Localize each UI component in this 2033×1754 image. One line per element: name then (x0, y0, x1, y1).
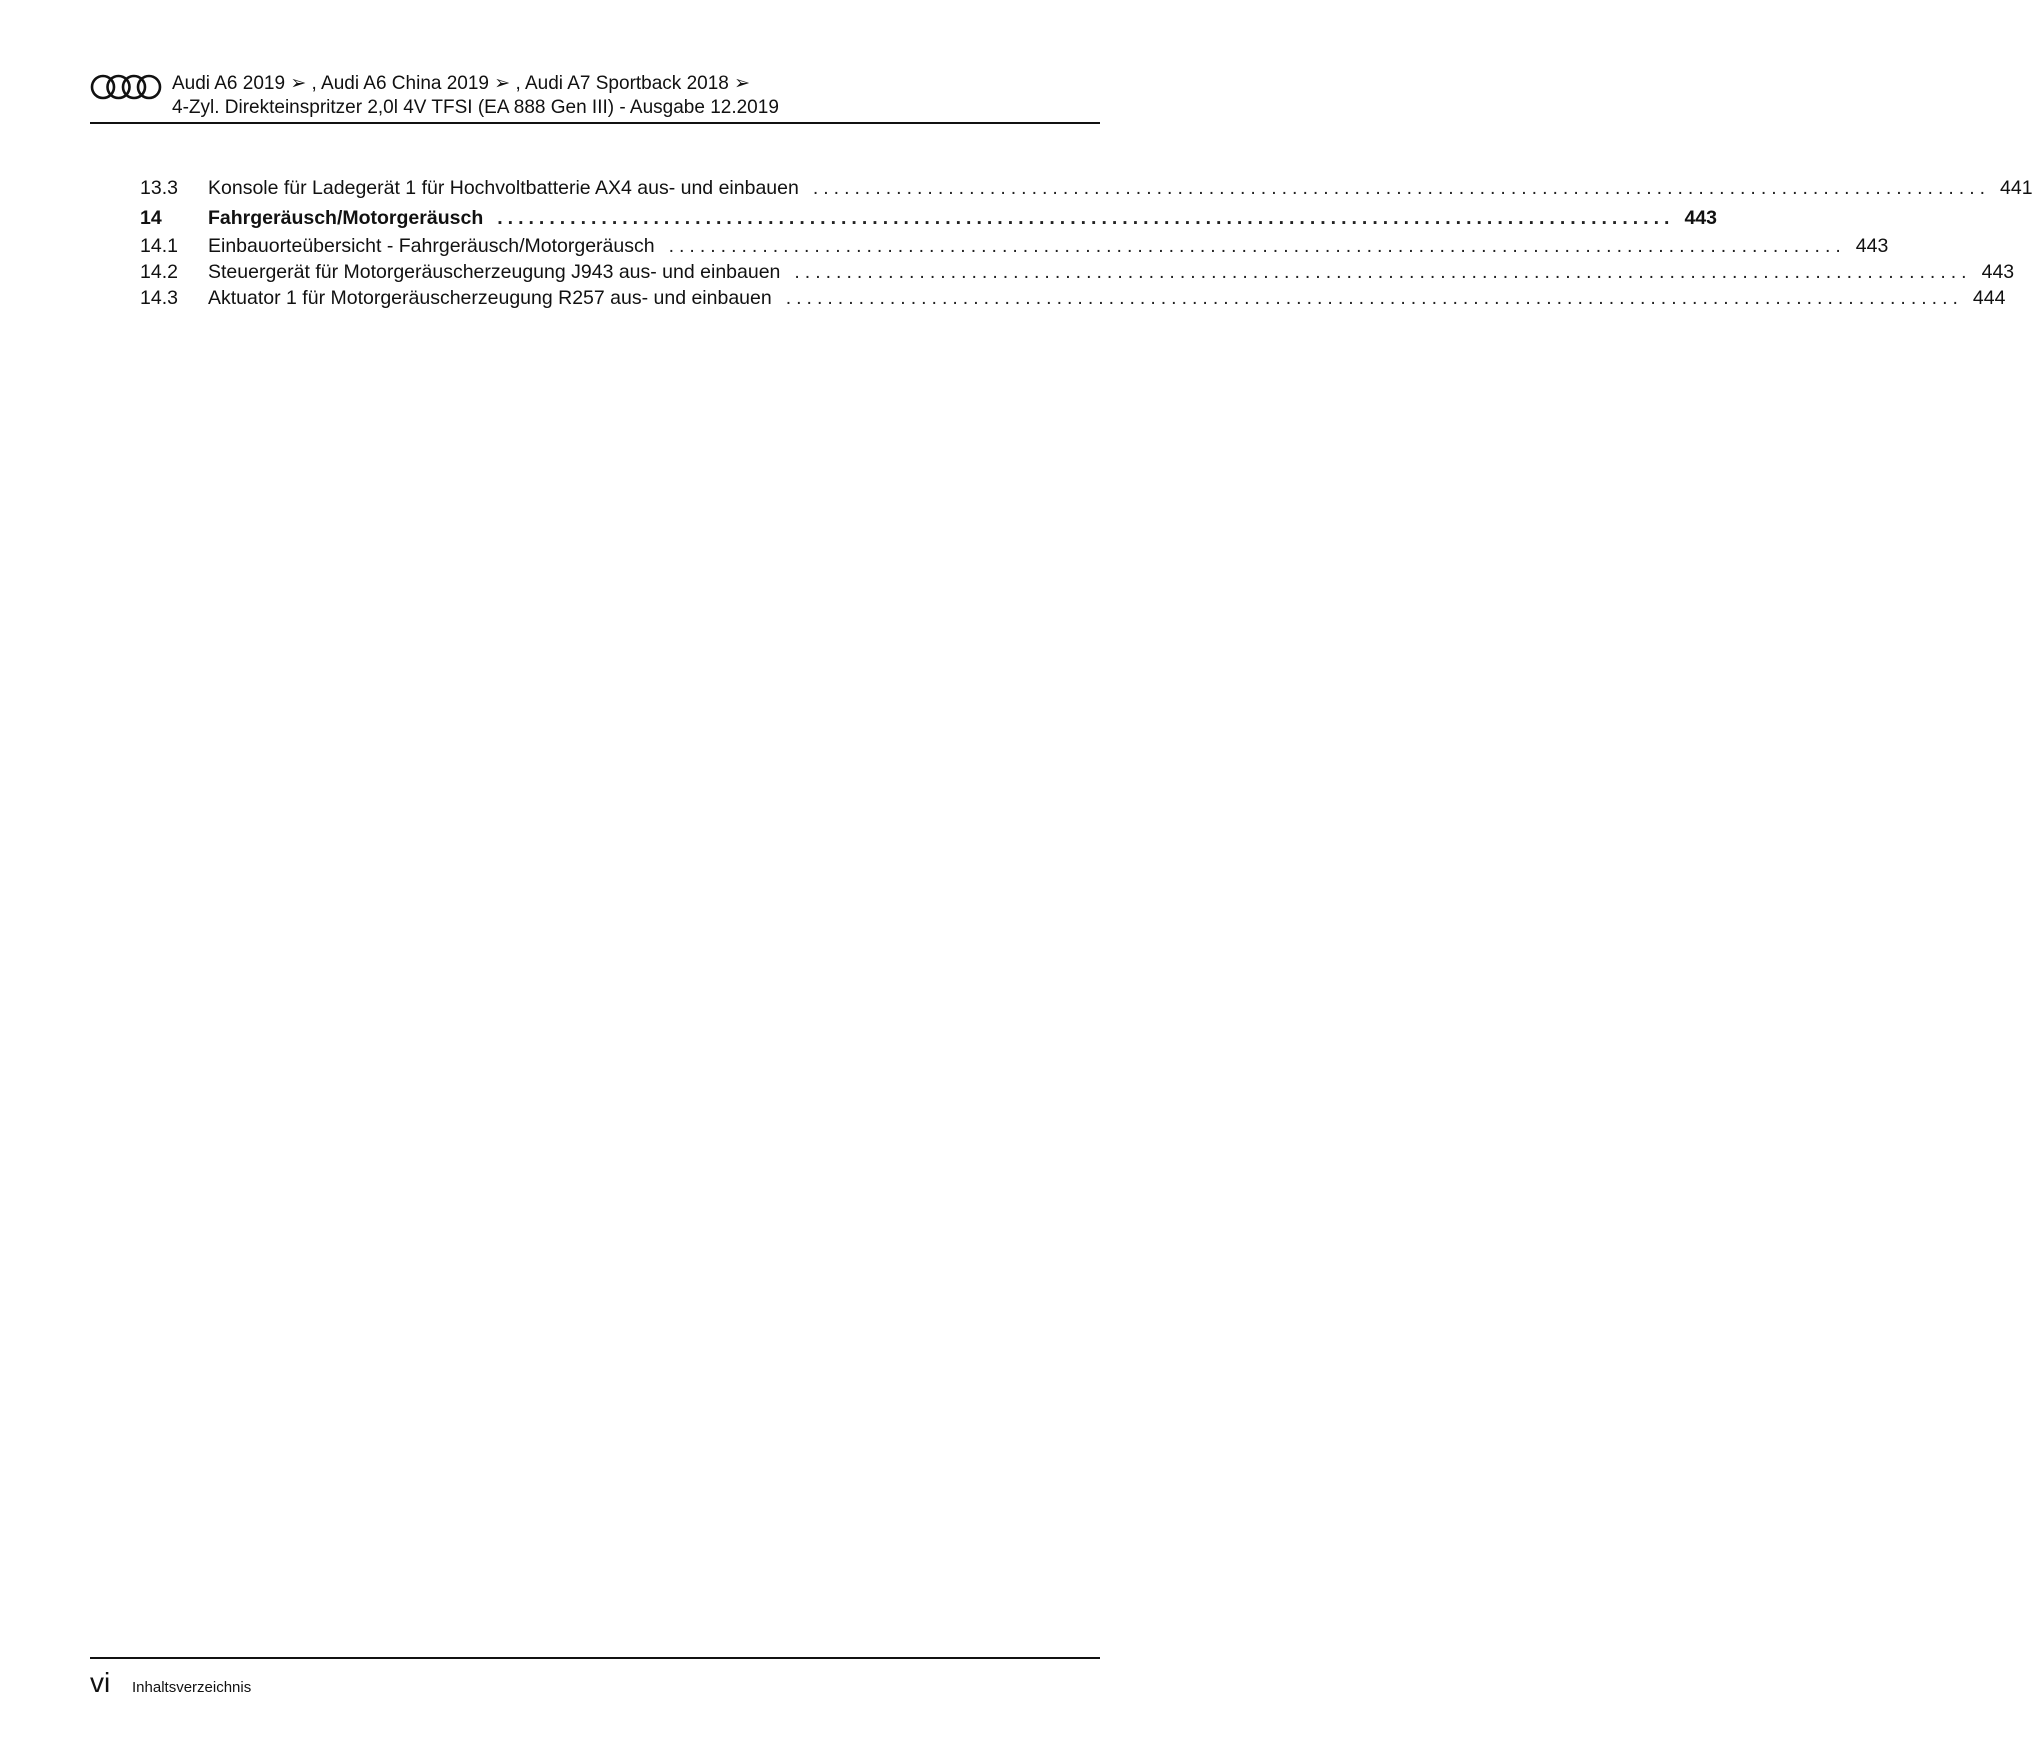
toc-entry-title: Konsole für Ladegerät 1 für Hochvoltbatterie AX4 aus- und einbauen (208, 177, 799, 199)
toc-entry-number: 14 (140, 207, 162, 229)
toc-entry-number: 14.3 (140, 287, 178, 309)
toc-entry[interactable] (140, 175, 2033, 201)
toc-leader-dots: ................................................................................................................. (497, 207, 1675, 229)
toc-leader-dots: ................................................................................................................. (794, 261, 1972, 283)
toc-entry-title: Steuergerät für Motorgeräuscherzeugung J943 aus- und einbauen (208, 261, 781, 283)
toc-leader-dots: ................................................................................................................. (812, 177, 1991, 199)
toc-entry-page: 444 (1972, 287, 2006, 309)
footer-section-label: Inhaltsverzeichnis (132, 1679, 252, 1696)
header-engine-edition: 4-Zyl. Direkteinspritzer 2,0l 4V TFSI (EA 888 Gen III) - Ausgabe 12.2019 (172, 97, 779, 118)
toc-entry-page: 441 (2000, 177, 2033, 199)
toc-entry-page: 443 (1684, 207, 1717, 229)
toc-entry-title: Fahrgeräusch/Motorgeräusch (208, 207, 484, 229)
page-header (90, 70, 1100, 124)
header-vehicle-models: Audi A6 2019 ➢ , Audi A6 China 2019 ➢ , Audi A7 Sportback 2018 ➢ (172, 73, 751, 94)
table-of-contents (140, 175, 2033, 311)
toc-entry-number: 14.2 (140, 261, 178, 283)
toc-entry-number: 13.3 (140, 177, 178, 199)
toc-entry-title: Aktuator 1 für Motorgeräuscherzeugung R257 aus- und einbauen (208, 287, 772, 309)
toc-leader-dots: ................................................................................................................. (785, 287, 1963, 309)
toc-entry[interactable] (140, 285, 2006, 311)
audi-rings-logo-icon (90, 73, 162, 101)
toc-entry-page: 443 (1855, 235, 1889, 257)
toc-entry-page: 443 (1981, 261, 2015, 283)
toc-entry[interactable] (140, 233, 1889, 259)
toc-entry-title: Einbauorteübersicht - Fahrgeräusch/Motorgeräusch (208, 235, 655, 257)
toc-chapter-entry[interactable] (140, 203, 1717, 233)
toc-entry-number: 14.1 (140, 235, 178, 257)
toc-entry[interactable] (140, 259, 2015, 285)
toc-leader-dots: ................................................................................................................. (668, 235, 1846, 257)
footer-page-number: vi (90, 1667, 111, 1698)
page-footer (90, 1657, 1100, 1698)
